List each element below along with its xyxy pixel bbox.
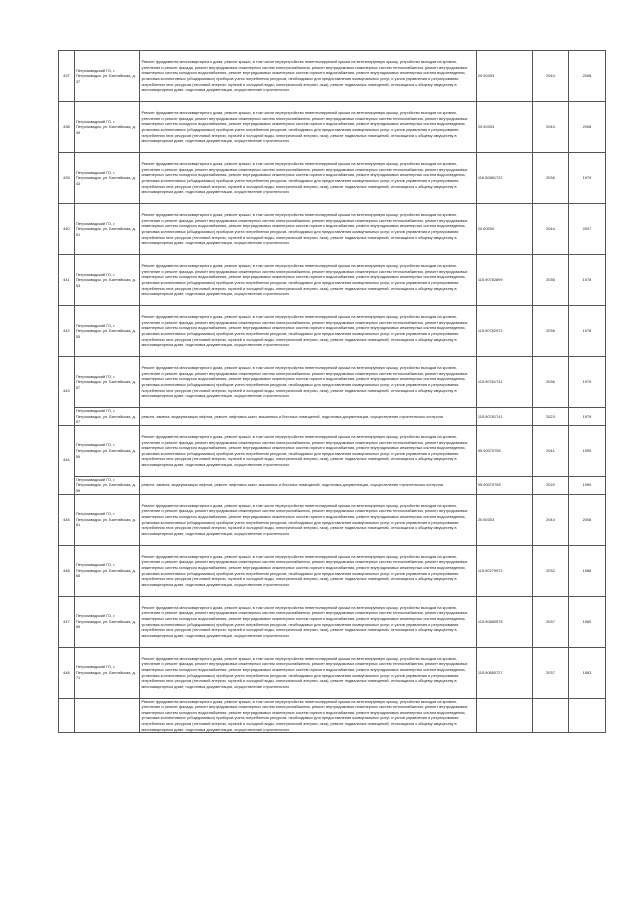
area-cell: 115.90781741 bbox=[476, 357, 532, 408]
planned-year-cell: 2044 bbox=[532, 51, 568, 102]
build-year-cell: 1986 bbox=[568, 545, 605, 596]
works-description-cell: ремонт, замена, модернизация лифтов, ремонт лифтовых шахт, машинных и блочных помещений, подготовка документации, осуществление строительного контроля bbox=[140, 408, 476, 426]
planned-year-cell: 2037 bbox=[532, 596, 568, 647]
address-cell: Петрозаводский ГО, г. Петрозаводск, ул. Балтийская, д. 57 bbox=[74, 408, 140, 426]
build-year-cell: 1979 bbox=[568, 408, 605, 426]
build-year-cell: 2008 bbox=[568, 102, 605, 153]
area-cell: 20.50303 bbox=[476, 102, 532, 153]
works-description-cell: Ремонт фундамента многоквартирного дома, ремонт крыши, в том числе переустройство невентилируемой крыши на вентилируемую крышу, устройство выходов на кровлю, утепление и ремонт фасада, ремонт внутридомовых инженерных систем электроснабжения, ремонт внутридомовых инженерных систем теплоснабжения, ремонт внутридомовых инженерных систем холодного водоснабжения, ремонт внутридомовых инженерных систем горячего водоснабжения, ремонт внутридомовых инженерных систем водоотведения, установка коллективных (общедомовых) приборов учета потребления ресурсов, необходимых для предоставления коммунальных услуг, и узлов управления и регулирования потребления этих ресурсов (тепловой энергии, горячей и холодной воды, электрической энергии, газа), ремонт подвальных помещений, относящихся к общему имуществу в многоквартирном доме, подготовка документации, осуществление строительного bbox=[140, 204, 476, 255]
build-year-cell: 1978 bbox=[568, 306, 605, 357]
table-row bbox=[59, 494, 606, 545]
address-cell: Петрозаводский ГО, г. Петрозаводск, ул. Балтийская, д. 53 bbox=[74, 255, 140, 306]
build-year-cell: 1983 bbox=[568, 647, 605, 698]
planned-year-cell: 2044 bbox=[532, 204, 568, 255]
works-description-cell: Ремонт фундамента многоквартирного дома, ремонт крыши, в том числе переустройство невентилируемой крыши на вентилируемую крышу, устройство выходов на кровлю, утепление и ремонт фасада, ремонт внутридомовых инженерных систем электроснабжения, ремонт внутридомовых инженерных систем теплоснабжения, ремонт внутридомовых инженерных систем холодного водоснабжения, ремонт внутридомовых инженерных систем горячего водоснабжения, ремонт внутридомовых инженерных систем водоотведения, установка коллективных (общедомовых) приборов учета потребления ресурсов, необходимых для предоставления коммунальных услуг, и узлов управления и регулирования потребления этих ресурсов (тепловой энергии, горячей и холодной воды, электрической энергии, газа), ремонт подвальных помещений, относящихся к общему имуществу в многоквартирном доме, подготовка документации, осуществление строительного bbox=[140, 425, 476, 476]
works-description-cell: Ремонт фундамента многоквартирного дома, ремонт крыши, в том числе переустройство невентилируемой крыши на вентилируемую крышу, устройство выходов на кровлю, утепление и ремонт фасада, ремонт внутридомовых инженерных систем электроснабжения, ремонт внутридомовых инженерных систем теплоснабжения, ремонт внутридомовых инженерных систем холодного водоснабжения, ремонт внутридомовых инженерных систем горячего водоснабжения, ремонт внутридомовых инженерных систем водоотведения, установка коллективных (общедомовых) приборов учета потребления ресурсов, необходимых для предоставления коммунальных услуг, и узлов управления и регулирования потребления этих ресурсов (тепловой энергии, горячей и холодной воды, электрической энергии, газа), ремонт подвальных помещений, относящихся к общему имуществу в многоквартирном доме, подготовка документации, осуществление строительного bbox=[140, 51, 476, 102]
build-year-cell: 2008 bbox=[568, 51, 605, 102]
area-cell: 115.90782899 bbox=[476, 255, 532, 306]
planned-year-cell: 2023 bbox=[532, 408, 568, 426]
table-row bbox=[59, 425, 606, 476]
planned-year-cell: 2036 bbox=[532, 306, 568, 357]
row-number-cell: 447 bbox=[59, 596, 75, 647]
address-cell: Петрозаводский ГО, г. Петрозаводск, ул. Балтийская, д. 57 bbox=[74, 357, 140, 408]
build-year-cell: 1990 bbox=[568, 476, 605, 494]
works-description-cell: Ремонт фундамента многоквартирного дома, ремонт крыши, в том числе переустройство невентилируемой крыши на вентилируемую крышу, устройство выходов на кровлю, утепление и ремонт фасада, ремонт внутридомовых инженерных систем электроснабжения, ремонт внутридомовых инженерных систем теплоснабжения, ремонт внутридомовых инженерных систем холодного водоснабжения, ремонт внутридомовых инженерных систем горячего водоснабжения, ремонт внутридомовых инженерных систем водоотведения, установка коллективных (общедомовых) приборов учета потребления ресурсов, необходимых для предоставления коммунальных услуг, и узлов управления и регулирования потребления этих ресурсов (тепловой энергии, горячей и холодной воды, электрической энергии, газа), ремонт подвальных помещений, относящихся к общему имуществу в многоквартирном доме, подготовка документации, осуществление строительного bbox=[140, 306, 476, 357]
row-number-cell bbox=[59, 698, 75, 733]
table-row bbox=[59, 476, 606, 494]
address-cell: Петрозаводский ГО, г. Петрозаводск, ул. Балтийская, д. 71 bbox=[74, 647, 140, 698]
row-number-cell: 445 bbox=[59, 494, 75, 545]
works-description-cell: Ремонт фундамента многоквартирного дома, ремонт крыши, в том числе переустройство невентилируемой крыши на вентилируемую крышу, устройство выходов на кровлю, утепление и ремонт фасада, ремонт внутридомовых инженерных систем электроснабжения, ремонт внутридомовых инженерных систем теплоснабжения, ремонт внутридомовых инженерных систем холодного водоснабжения, ремонт внутридомовых инженерных систем горячего водоснабжения, ремонт внутридомовых инженерных систем водоотведения, установка коллективных (общедомовых) приборов учета потребления ресурсов, необходимых для предоставления коммунальных услуг, и узлов управления и регулирования потребления этих ресурсов (тепловой энергии, горячей и холодной воды, электрической энергии, газа), ремонт подвальных помещений, относящихся к общему имуществу в многоквартирном доме, подготовка документации, осуществление строительного bbox=[140, 153, 476, 204]
area-cell: 20.60000 bbox=[476, 204, 532, 255]
works-description-cell: Ремонт фундамента многоквартирного дома, ремонт крыши, в том числе переустройство невентилируемой крыши на вентилируемую крышу, устройство выходов на кровлю, утепление и ремонт фасада, ремонт внутридомовых инженерных систем электроснабжения, ремонт внутридомовых инженерных систем теплоснабжения, ремонт внутридомовых инженерных систем холодного водоснабжения, ремонт внутридомовых инженерных систем горячего водоснабжения, ремонт внутридомовых инженерных систем водоотведения, установка коллективных (общедомовых) приборов учета потребления ресурсов, необходимых для предоставления коммунальных услуг, и узлов управления и регулирования потребления этих ресурсов (тепловой энергии, горячей и холодной воды, электрической энергии, газа), ремонт подвальных помещений, относящихся к общему имуществу в многоквартирном доме, подготовка документации, осуществление строительного bbox=[140, 357, 476, 408]
address-cell: Петрозаводский ГО, г. Петрозаводск, ул. Балтийская, д. 39 bbox=[74, 102, 140, 153]
area-cell: 20.50303 bbox=[476, 494, 532, 545]
address-cell: Петрозаводский ГО, г. Петрозаводск, ул. Балтийская, д. 55 bbox=[74, 306, 140, 357]
row-number-cell: 437 bbox=[59, 51, 75, 102]
table-row bbox=[59, 647, 606, 698]
area-cell bbox=[476, 698, 532, 733]
works-description-cell: Ремонт фундамента многоквартирного дома, ремонт крыши, в том числе переустройство невентилируемой крыши на вентилируемую крышу, устройство выходов на кровлю, утепление и ремонт фасада, ремонт внутридомовых инженерных систем электроснабжения, ремонт внутридомовых инженерных систем теплоснабжения, ремонт внутридомовых инженерных систем холодного водоснабжения, ремонт внутридомовых инженерных систем горячего водоснабжения, ремонт внутридомовых инженерных систем водоотведения, установка коллективных (общедомовых) приборов учета потребления ресурсов, необходимых для предоставления коммунальных услуг, и узлов управления и регулирования потребления этих ресурсов (тепловой энергии, горячей и холодной воды, электрической энергии, газа), ремонт подвальных помещений, относящихся к общему имуществу в многоквартирном доме, подготовка документации, осуществление строительного bbox=[140, 494, 476, 545]
works-description-cell: Ремонт фундамента многоквартирного дома, ремонт крыши, в том числе переустройство невентилируемой крыши на вентилируемую крышу, устройство выходов на кровлю, утепление и ремонт фасада, ремонт внутридомовых инженерных систем электроснабжения, ремонт внутридомовых инженерных систем теплоснабжения, ремонт внутридомовых инженерных систем холодного водоснабжения, ремонт внутридомовых инженерных систем горячего водоснабжения, ремонт внутридомовых инженерных систем водоотведения, установка коллективных (общедомовых) приборов учета потребления ресурсов, необходимых для предоставления коммунальных услуг, и узлов управления и регулирования потребления этих ресурсов (тепловой энергии, горячей и холодной воды, электрической энергии, газа), ремонт подвальных помещений, относящихся к общему имуществу в многоквартирном доме, подготовка документации, осуществление строительного bbox=[140, 545, 476, 596]
area-cell: 115.90781741 bbox=[476, 408, 532, 426]
row-number-cell: 448 bbox=[59, 647, 75, 698]
area-cell: 115.90680975 bbox=[476, 596, 532, 647]
area-cell: 95.90070755 bbox=[476, 425, 532, 476]
table-row bbox=[59, 51, 606, 102]
address-cell: Петрозаводский ГО, г. Петрозаводск, ул. Балтийская, д. 59 bbox=[74, 425, 140, 476]
row-number-cell: 442 bbox=[59, 306, 75, 357]
row-number-cell: 444 bbox=[59, 425, 75, 494]
area-cell: 115.90680727 bbox=[476, 647, 532, 698]
works-description-cell: Ремонт фундамента многоквартирного дома, ремонт крыши, в том числе переустройство невентилируемой крыши на вентилируемую крышу, устройство выходов на кровлю, утепление и ремонт фасада, ремонт внутридомовых инженерных систем электроснабжения, ремонт внутридомовых инженерных систем теплоснабжения, ремонт внутридомовых инженерных систем холодного водоснабжения, ремонт внутридомовых инженерных систем горячего водоснабжения, ремонт внутридомовых инженерных систем водоотведения, установка коллективных (общедомовых) приборов учета потребления ресурсов, необходимых для предоставления коммунальных услуг, и узлов управления и регулирования потребления этих ресурсов (тепловой энергии, горячей и холодной воды, электрической энергии, газа), ремонт подвальных помещений, относящихся к общему имуществу в многоквартирном доме, подготовка документации, осуществление строительного bbox=[140, 102, 476, 153]
build-year-cell: 1980 bbox=[568, 596, 605, 647]
planned-year-cell: 2037 bbox=[532, 647, 568, 698]
row-number-cell: 443 bbox=[59, 357, 75, 426]
address-cell: Петрозаводский ГО, г. Петрозаводск, ул. Балтийская, д. 65 bbox=[74, 545, 140, 596]
works-description-cell: Ремонт фундамента многоквартирного дома, ремонт крыши, в том числе переустройство невентилируемой крыши на вентилируемую крышу, устройство выходов на кровлю, утепление и ремонт фасада, ремонт внутридомовых инженерных систем электроснабжения, ремонт внутридомовых инженерных систем теплоснабжения, ремонт внутридомовых инженерных систем холодного водоснабжения, ремонт внутридомовых инженерных систем горячего водоснабжения, ремонт внутридомовых инженерных систем водоотведения, установка коллективных (общедомовых) приборов учета потребления ресурсов, необходимых для предоставления коммунальных услуг, и узлов управления и регулирования потребления этих ресурсов (тепловой энергии, горячей и холодной воды, электрической энергии, газа), ремонт подвальных помещений, относящихся к общему имуществу в многоквартирном доме, подготовка документации, осуществление строительного bbox=[140, 596, 476, 647]
address-cell: Петрозаводский ГО, г. Петрозаводск, ул. Балтийская, д. 61 bbox=[74, 494, 140, 545]
address-cell bbox=[74, 698, 140, 733]
row-number-cell: 439 bbox=[59, 153, 75, 204]
table-row bbox=[59, 255, 606, 306]
address-cell: Петрозаводский ГО, г. Петрозаводск, ул. Балтийская, д. 43 bbox=[74, 153, 140, 204]
build-year-cell: 2007 bbox=[568, 204, 605, 255]
planned-year-cell: 2020 bbox=[532, 476, 568, 494]
planned-year-cell: 2032 bbox=[532, 545, 568, 596]
area-cell: 115.90279972 bbox=[476, 545, 532, 596]
works-description-cell: Ремонт фундамента многоквартирного дома, ремонт крыши, в том числе переустройство невентилируемой крыши на вентилируемую крышу, устройство выходов на кровлю, утепление и ремонт фасада, ремонт внутридомовых инженерных систем электроснабжения, ремонт внутридомовых инженерных систем теплоснабжения, ремонт внутридомовых инженерных систем холодного водоснабжения, ремонт внутридомовых инженерных систем горячего водоснабжения, ремонт внутридомовых инженерных систем водоотведения, установка коллективных (общедомовых) приборов учета потребления ресурсов, необходимых для предоставления коммунальных услуг, и узлов управления и регулирования потребления этих ресурсов (тепловой энергии, горячей и холодной воды, электрической энергии, газа), ремонт подвальных помещений, относящихся к общему имуществу в многоквартирном доме, подготовка документации, осуществление строительного bbox=[140, 255, 476, 306]
address-cell: Петрозаводский ГО, г. Петрозаводск, ул. Балтийская, д. 51 bbox=[74, 204, 140, 255]
row-number-cell: 438 bbox=[59, 102, 75, 153]
planned-year-cell: 2036 bbox=[532, 255, 568, 306]
build-year-cell: 1990 bbox=[568, 425, 605, 476]
planned-year-cell: 2041 bbox=[532, 425, 568, 476]
table-row bbox=[59, 698, 606, 733]
area-cell: 20.50303 bbox=[476, 51, 532, 102]
planned-year-cell: 2044 bbox=[532, 494, 568, 545]
table-row bbox=[59, 153, 606, 204]
area-cell: 115.90782972 bbox=[476, 306, 532, 357]
build-year-cell: 1979 bbox=[568, 153, 605, 204]
address-cell: Петрозаводский ГО, г. Петрозаводск, ул. Балтийская, д. 69 bbox=[74, 596, 140, 647]
table-row bbox=[59, 306, 606, 357]
address-cell: Петрозаводский ГО, г. Петрозаводск, ул. Балтийская, д. 59 bbox=[74, 476, 140, 494]
row-number-cell: 446 bbox=[59, 545, 75, 596]
build-year-cell bbox=[568, 698, 605, 733]
planned-year-cell bbox=[532, 698, 568, 733]
area-cell: 116.50881722 bbox=[476, 153, 532, 204]
table-row bbox=[59, 596, 606, 647]
planned-year-cell: 2036 bbox=[532, 357, 568, 408]
area-cell: 95.90070755 bbox=[476, 476, 532, 494]
table-row bbox=[59, 545, 606, 596]
works-description-cell: Ремонт фундамента многоквартирного дома, ремонт крыши, в том числе переустройство невентилируемой крыши на вентилируемую крышу, устройство выходов на кровлю, утепление и ремонт фасада, ремонт внутридомовых инженерных систем электроснабжения, ремонт внутридомовых инженерных систем теплоснабжения, ремонт внутридомовых инженерных систем холодного водоснабжения, ремонт внутридомовых инженерных систем горячего водоснабжения, ремонт внутридомовых инженерных систем водоотведения, установка коллективных (общедомовых) приборов учета потребления ресурсов, необходимых для предоставления коммунальных услуг, и узлов управления и регулирования потребления этих ресурсов (тепловой энергии, горячей и холодной воды, электрической энергии, газа), ремонт подвальных помещений, относящихся к общему имуществу в многоквартирном доме, подготовка документации, осуществление строительного bbox=[140, 647, 476, 698]
row-number-cell: 440 bbox=[59, 204, 75, 255]
address-cell: Петрозаводский ГО, г. Петрозаводск, ул. Балтийская, д. 37 bbox=[74, 51, 140, 102]
works-description-cell: ремонт, замена, модернизация лифтов, ремонт лифтовых шахт, машинных и блочных помещений, подготовка документации, осуществление строительного контроля bbox=[140, 476, 476, 494]
table-row bbox=[59, 204, 606, 255]
build-year-cell: 1978 bbox=[568, 255, 605, 306]
works-description-cell: Ремонт фундамента многоквартирного дома, ремонт крыши, в том числе переустройство невентилируемой крыши на вентилируемую крышу, устройство выходов на кровлю, утепление и ремонт фасада, ремонт внутридомовых инженерных систем электроснабжения, ремонт внутридомовых инженерных систем теплоснабжения, ремонт внутридомовых инженерных систем холодного водоснабжения, ремонт внутридомовых инженерных систем горячего водоснабжения, ремонт внутридомовых инженерных систем водоотведения, установка коллективных (общедомовых) приборов учета потребления ресурсов, необходимых для предоставления коммунальных услуг, и узлов управления и регулирования потребления этих ресурсов (тепловой энергии, горячей и холодной воды, электрической энергии, газа), ремонт подвальных помещений, относящихся к общему имуществу в многоквартирном доме, подготовка документации, осуществление строительного bbox=[140, 698, 476, 733]
planned-year-cell: 2036 bbox=[532, 153, 568, 204]
build-year-cell: 2008 bbox=[568, 494, 605, 545]
table-row bbox=[59, 408, 606, 426]
planned-year-cell: 2044 bbox=[532, 102, 568, 153]
works-table bbox=[58, 50, 606, 733]
row-number-cell: 441 bbox=[59, 255, 75, 306]
build-year-cell: 1979 bbox=[568, 357, 605, 408]
table-row bbox=[59, 102, 606, 153]
table-row bbox=[59, 357, 606, 408]
